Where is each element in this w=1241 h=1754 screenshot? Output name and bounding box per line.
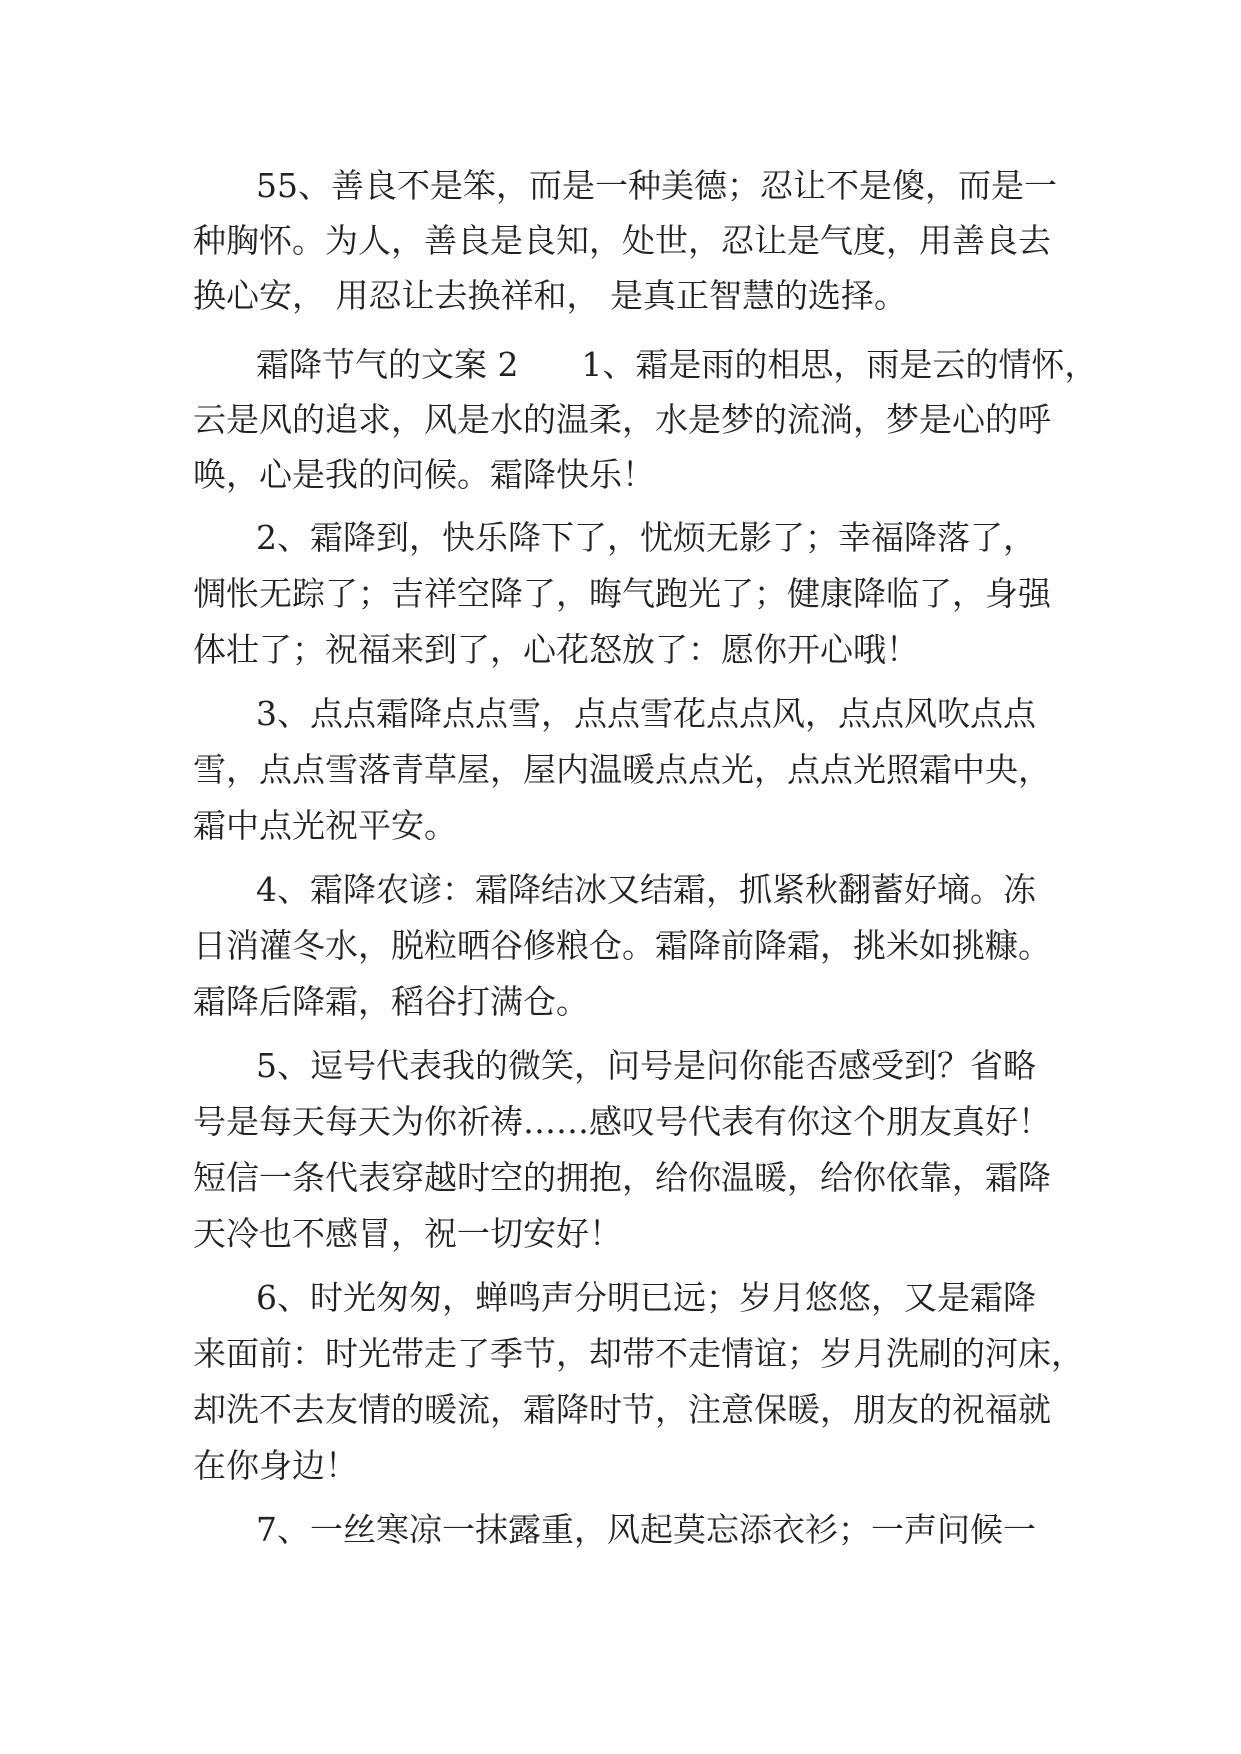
- text-line-21: 来面前：时光带走了季节，却带不走情谊；岁月洗刷的河床，: [193, 1334, 1084, 1373]
- text-line-3: 换心安， 用忍让去换祥和， 是真正智慧的选择。: [193, 276, 907, 315]
- text-line-9: 体壮了；祝福来到了，心花怒放了：愿你开心哦！: [193, 630, 919, 669]
- text-line-23: 在你身边！: [193, 1446, 358, 1485]
- text-line-22: 却洗不去友情的暖流，霜降时节，注意保暖，朋友的祝福就: [193, 1390, 1051, 1429]
- text-line-6: 唤，心是我的问候。霜降快乐！: [193, 455, 655, 494]
- text-line-12: 霜中点光祝平安。: [193, 806, 457, 845]
- text-line-14: 日消灌冬水，脱粒晒谷修粮仓。霜降前降霜，挑米如挑糠。: [193, 926, 1051, 965]
- text-line-5: 云是风的追求，风是水的温柔，水是梦的流淌，梦是心的呼: [193, 400, 1051, 439]
- text-line-19: 天冷也不感冒，祝一切安好！: [193, 1214, 622, 1253]
- text-line-24: 7、一丝寒凉一抹露重，风起莫忘添衣衫；一声问候一: [256, 1510, 1036, 1549]
- text-line-15: 霜降后降霜，稻谷打满仓。: [193, 982, 589, 1021]
- text-line-11: 雪，点点雪落青草屋，屋内温暖点点光，点点光照霜中央，: [193, 750, 1051, 789]
- text-line-20: 6、时光匆匆，蝉鸣声分明已远；岁月悠悠，又是霜降: [256, 1278, 1036, 1317]
- text-line-10: 3、点点霜降点点雪，点点雪花点点风，点点风吹点点: [256, 694, 1036, 733]
- text-line-8: 惆怅无踪了；吉祥空降了，晦气跑光了；健康降临了，身强: [193, 574, 1051, 613]
- text-line-18: 短信一条代表穿越时空的拥抱，给你温暖，给你依靠，霜降: [193, 1158, 1051, 1197]
- text-line-2: 种胸怀。为人，善良是良知，处世，忍让是气度，用善良去: [193, 221, 1051, 260]
- text-line-16: 5、逗号代表我的微笑，问号是问你能否感受到？省略: [256, 1046, 1036, 1085]
- text-line-4: 霜降节气的文案 2 1、霜是雨的相思，雨是云的情怀，: [256, 345, 1098, 384]
- text-line-17: 号是每天每天为你祈祷……感叹号代表有你这个朋友真好！: [193, 1102, 1051, 1141]
- text-line-13: 4、霜降农谚：霜降结冰又结霜，抓紧秋翻蓄好墒。冻: [256, 870, 1036, 909]
- text-line-1: 55、善良不是笨，而是一种美德；忍让不是傻，而是一: [256, 166, 1057, 205]
- text-line-7: 2、霜降到，快乐降下了，忧烦无影了；幸福降落了，: [256, 518, 1036, 557]
